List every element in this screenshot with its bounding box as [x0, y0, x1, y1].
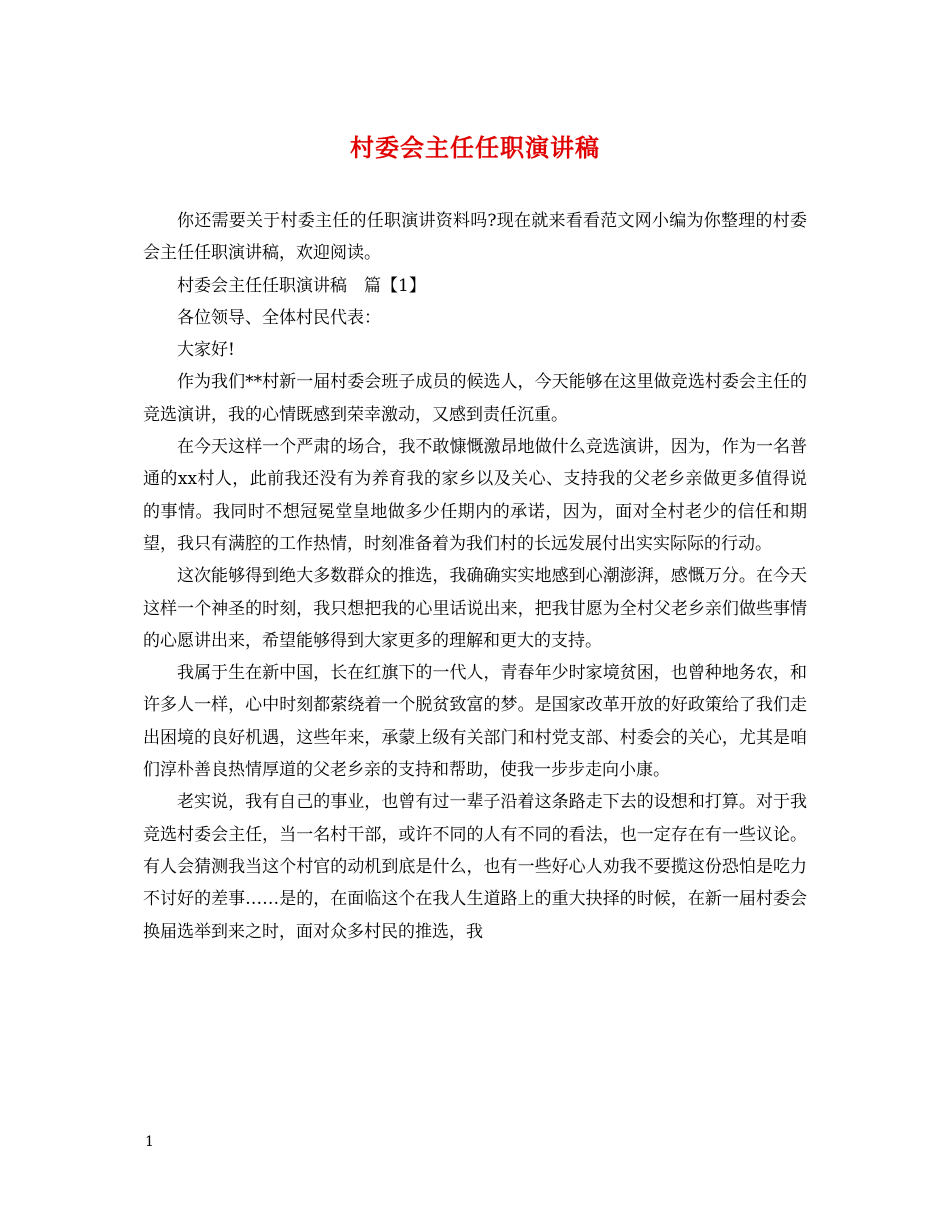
paragraph-intro: 你还需要关于村委主任的任职演讲资料吗?现在就来看看范文网小编为你整理的村委会主任任职演讲稿，欢迎阅读。	[143, 211, 807, 264]
paragraph-body: 在今天这样一个严肃的场合，我不敢慷慨激昂地做什么竞选演讲，因为，作为一名普通的xx村人，此前我还没有为养育我的家乡以及关心、支持我的父老乡亲做更多值得说的事情。我同时不想冠冕堂皇地做多少任期内的承诺，因为，面对全村老少的信任和期望，我只有满腔的工作热情，时刻准备着为我们村的长远发展付出实实际际的行动。	[143, 437, 807, 554]
paragraph-body: 这次能够得到绝大多数群众的推选，我确确实实地感到心潮澎湃，感慨万分。在今天这样一个神圣的时刻，我只想把我的心里话说出来，把我甘愿为全村父老乡亲们做些事情的心愿讲出来，希望能够得到大家更多的理解和更大的支持。	[143, 566, 807, 651]
paragraph-section-heading: 村委会主任任职演讲稿 篇【1】	[177, 275, 426, 296]
paragraph-greeting: 大家好!	[177, 340, 235, 361]
document-body	[143, 205, 807, 948]
paragraph-body: 作为我们**村新一届村委会班子成员的候选人，今天能够在这里做竞选村委会主任的竞选演讲，我的心情既感到荣幸激动，又感到责任沉重。	[143, 372, 807, 425]
paragraph-salutation: 各位领导、全体村民代表：	[177, 307, 381, 328]
paragraph-body: 我属于生在新中国，长在红旗下的一代人，青春年少时家境贫困，也曾种地务农，和许多人一样，心中时刻都萦绕着一个脱贫致富的梦。是国家改革开放的好政策给了我们走出困境的良好机遇，这些年来，承蒙上级有关部门和村党支部、村委会的关心，尤其是咱们淳朴善良热情厚道的父老乡亲的支持和帮助，使我一步步走向小康。	[143, 663, 807, 781]
document-title: 村委会主任任职演讲稿	[350, 133, 600, 162]
page-number: 1	[145, 1134, 154, 1150]
paragraph-body: 老实说，我有自己的事业，也曾有过一辈子沿着这条路走下去的设想和打算。对于我竞选村委会主任，当一名村干部，或许不同的人有不同的看法，也一定存在有一些议论。有人会猜测我当这个村官的动机到底是什么，也有一些好心人劝我不要揽这份恐怕是吃力不讨好的差事……是的，在面临这个在我人生道路上的重大抉择的时候，在新一届村委会换届选举到来之时，面对众多村民的推选，我	[143, 792, 807, 942]
